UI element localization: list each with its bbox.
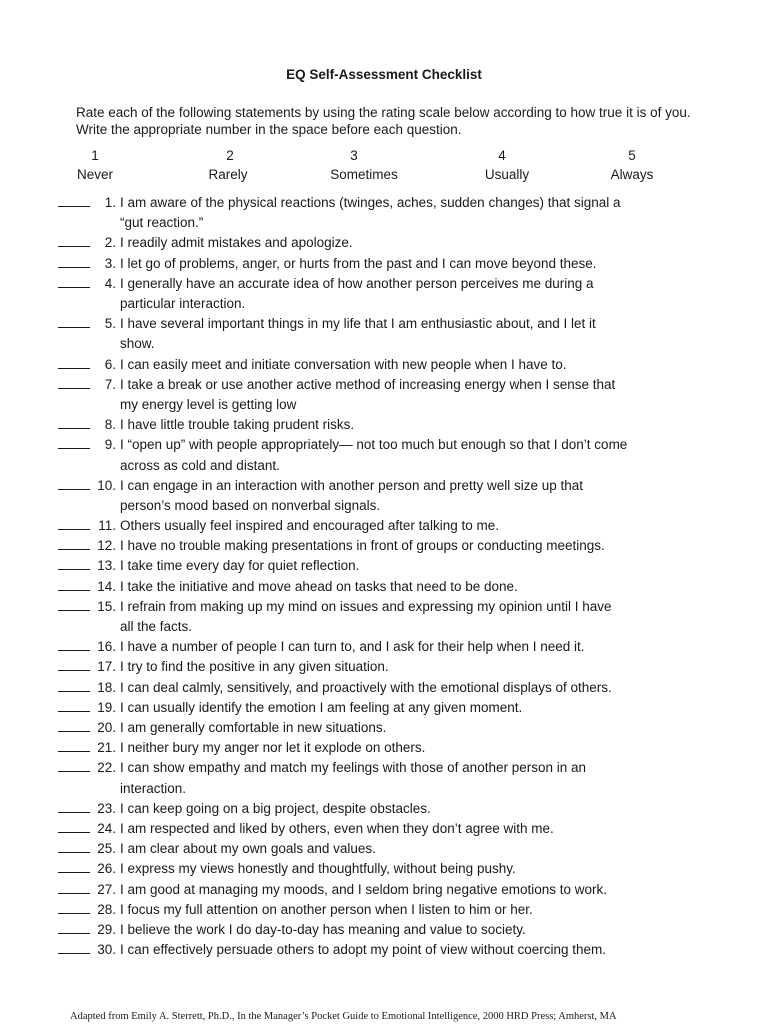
item-statement-continued: particular interaction. (120, 295, 246, 311)
item-number: 16. (97, 639, 116, 655)
item-statement: I am aware of the physical reactions (twinges, aches, sudden changes) that signal a (120, 195, 621, 210)
rating-blank[interactable] (58, 287, 90, 288)
page-title: EQ Self-Assessment Checklist (286, 67, 482, 82)
checklist-item (0, 375, 768, 415)
item-number: 7. (104, 376, 116, 392)
item-number: 17. (97, 659, 116, 675)
checklist-item (0, 900, 768, 920)
item-statement-continued: person’s mood based on nonverbal signals. (120, 497, 381, 513)
rating-blank[interactable] (58, 206, 90, 207)
checklist-item (0, 940, 768, 960)
item-number: 18. (97, 679, 116, 695)
item-statement: I can show empathy and match my feelings with those of another person in an (120, 760, 587, 776)
scale-number: 1 (91, 148, 99, 163)
item-statement: I am generally comfortable in new situations. (120, 719, 387, 735)
rating-blank[interactable] (58, 388, 90, 389)
item-number: 14. (97, 578, 116, 594)
checklist-item (0, 193, 768, 233)
checklist-item (0, 536, 768, 556)
checklist-item (0, 254, 768, 274)
item-statement-continued: all the facts. (120, 619, 193, 635)
checklist-item (0, 678, 768, 698)
item-statement: I can usually identify the emotion I am feeling at any given moment. (120, 699, 523, 715)
rating-blank[interactable] (58, 267, 90, 268)
rating-blank[interactable] (58, 953, 90, 954)
item-statement-continued: show. (120, 336, 155, 352)
checklist-item (0, 314, 768, 354)
rating-blank[interactable] (58, 933, 90, 934)
item-number: 4. (104, 275, 116, 291)
item-number: 2. (104, 235, 116, 251)
rating-blank[interactable] (58, 569, 90, 570)
rating-blank[interactable] (58, 812, 90, 813)
checklist-item (0, 718, 768, 738)
rating-blank[interactable] (58, 590, 90, 591)
item-statement: I let go of problems, anger, or hurts from the past and I can move beyond these. (120, 255, 597, 271)
item-number: 13. (97, 558, 116, 574)
scale-label: Always (610, 167, 654, 182)
item-number: 8. (104, 417, 116, 433)
item-statement: I focus my full attention on another person when I listen to him or her. (120, 901, 533, 917)
item-number: 10. (97, 477, 116, 493)
rating-blank[interactable] (58, 691, 90, 692)
rating-blank[interactable] (58, 650, 90, 651)
item-statement: I have a number of people I can turn to, and I ask for their help when I need it. (120, 639, 585, 655)
rating-blank[interactable] (58, 610, 90, 611)
checklist-item (0, 880, 768, 900)
item-statement-continued: my energy level is getting low (120, 396, 297, 412)
rating-blank[interactable] (58, 913, 90, 914)
item-number: 12. (97, 538, 116, 554)
item-statement: I generally have an accurate idea of how another person perceives me during a (120, 275, 594, 291)
scale-label: Sometimes (330, 167, 398, 182)
item-number: 22. (97, 760, 116, 776)
checklist-item (0, 233, 768, 253)
item-statement: I can engage in an interaction with another person and pretty well size up that (120, 477, 584, 493)
item-number: 5. (104, 316, 116, 332)
scale-number: 4 (498, 148, 506, 163)
item-statement-continued: interaction. (120, 780, 187, 796)
checklist-item (0, 799, 768, 819)
checklist-item (0, 516, 768, 536)
item-number: 30. (97, 942, 116, 958)
item-statement: I take the initiative and move ahead on tasks that need to be done. (120, 578, 518, 594)
checklist-item (0, 415, 768, 435)
item-statement: I readily admit mistakes and apologize. (120, 235, 353, 251)
rating-blank[interactable] (58, 771, 90, 772)
instructions: Rate each of the following statements by using the rating scale below according to how true it is of you. Write the appropriate number in the space before each question. (76, 105, 691, 137)
checklist-item (0, 698, 768, 718)
item-statement: I have little trouble taking prudent risks. (120, 417, 355, 433)
source-citation: Adapted from Emily A. Sterrett, Ph.D., In the Manager’s Pocket Guide to Emotional Intelligence, 2000 HRD Press; Amherst, MA (70, 1011, 617, 1022)
item-number: 21. (97, 740, 116, 756)
rating-blank[interactable] (58, 711, 90, 712)
rating-blank[interactable] (58, 852, 90, 853)
checklist-item (0, 597, 768, 637)
checklist-item (0, 758, 768, 798)
item-number: 1. (104, 195, 116, 210)
scale-label: Never (76, 167, 113, 182)
checklist-items (0, 193, 768, 960)
item-statement: I am respected and liked by others, even when they don’t agree with me. (120, 820, 554, 836)
item-statement: I take time every day for quiet reflection. (120, 558, 360, 574)
checklist-item (0, 920, 768, 940)
item-statement: I can effectively persuade others to adopt my point of view without coercing them. (120, 942, 607, 958)
scale-label: Rarely (208, 167, 248, 182)
checklist-item (0, 355, 768, 375)
item-number: 9. (104, 437, 116, 453)
item-statement: I can keep going on a big project, despite obstacles. (120, 800, 431, 816)
scale-label: Usually (484, 167, 530, 182)
item-number: 6. (104, 356, 116, 372)
item-statement: I try to find the positive in any given situation. (120, 659, 389, 675)
item-number: 25. (97, 841, 116, 857)
item-statement: I believe the work I do day-to-day has meaning and value to society. (120, 921, 526, 937)
rating-blank[interactable] (58, 751, 90, 752)
item-number: 28. (97, 901, 116, 917)
item-number: 26. (97, 861, 116, 877)
item-number: 27. (97, 881, 116, 897)
item-statement: I can easily meet and initiate conversation with new people when I have to. (120, 356, 567, 372)
checklist-item (0, 476, 768, 516)
checklist-item (0, 577, 768, 597)
checklist-item (0, 435, 768, 475)
rating-blank[interactable] (58, 832, 90, 833)
checklist-item (0, 657, 768, 677)
checklist-item (0, 839, 768, 859)
checklist-item (0, 274, 768, 314)
item-number: 24. (97, 820, 116, 836)
item-statement: I have no trouble making presentations in front of groups or conducting meetings. (120, 538, 605, 554)
item-number: 15. (97, 598, 116, 614)
item-statement: I can deal calmly, sensitively, and proactively with the emotional displays of others. (120, 679, 612, 695)
item-statement: I take a break or use another active method of increasing energy when I sense that (120, 376, 616, 392)
item-statement: I am good at managing my moods, and I seldom bring negative emotions to work. (120, 881, 608, 897)
item-number: 20. (97, 719, 116, 735)
checklist-item (0, 637, 768, 657)
checklist-item (0, 859, 768, 879)
rating-blank[interactable] (58, 489, 90, 490)
rating-blank[interactable] (58, 368, 90, 369)
rating-blank[interactable] (58, 549, 90, 550)
item-number: 19. (97, 699, 116, 715)
scale-number: 2 (226, 148, 234, 163)
checklist-item (0, 819, 768, 839)
item-statement: I neither bury my anger nor let it explode on others. (120, 740, 426, 756)
item-statement: I “open up” with people appropriately— not too much but enough so that I don’t come (120, 437, 628, 453)
checklist-item (0, 556, 768, 576)
rating-blank[interactable] (58, 428, 90, 429)
item-statement: I am clear about my own goals and values. (120, 841, 376, 857)
scale-number: 5 (628, 148, 636, 163)
item-number: 29. (97, 921, 116, 937)
rating-blank[interactable] (58, 731, 90, 732)
item-statement: I express my views honestly and thoughtfully, without being pushy. (120, 861, 516, 877)
rating-blank[interactable] (58, 448, 90, 449)
rating-blank[interactable] (58, 246, 90, 247)
item-number: 11. (98, 518, 116, 534)
scale-number: 3 (350, 148, 358, 163)
item-number: 23. (97, 800, 116, 816)
item-statement: Others usually feel inspired and encouraged after talking to me. (120, 518, 499, 534)
item-statement-continued: “gut reaction.” (120, 215, 204, 231)
rating-blank[interactable] (58, 529, 90, 530)
rating-blank[interactable] (58, 893, 90, 894)
item-statement: I refrain from making up my mind on issues and expressing my opinion until I have (120, 598, 612, 614)
item-statement: I have several important things in my life that I am enthusiastic about, and I let it (120, 316, 596, 332)
rating-blank[interactable] (58, 670, 90, 671)
rating-blank[interactable] (58, 872, 90, 873)
item-number: 3. (104, 255, 116, 271)
item-statement-continued: across as cold and distant. (120, 457, 280, 473)
rating-blank[interactable] (58, 327, 90, 328)
checklist-item (0, 738, 768, 758)
